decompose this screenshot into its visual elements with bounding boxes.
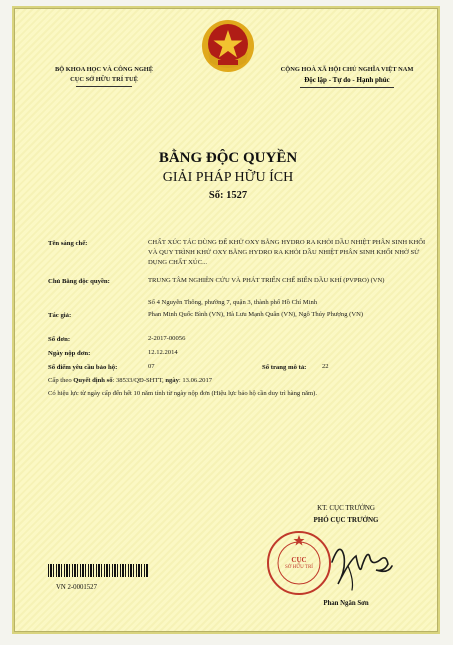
author-label: Tác giả: xyxy=(48,312,72,319)
left-header-underline xyxy=(76,86,132,87)
office-name: CỤC SỞ HỮU TRÍ TUỆ xyxy=(70,76,138,83)
invention-name-value: CHẤT XÚC TÁC DÙNG ĐỂ KHỬ OXY BẰNG HYDRO RA KHỎI DẦU NHIỆT PHÂN SINH KHỐI VÀ QUY TRÌNH KHỬ OXY BẰNG HYDRO RA KHỎI DẦU NHIỆT PHÂN SINH KHỐI NHỜ SỬ DỤNG CHẤT XÚC... xyxy=(148,239,426,266)
owner-label: Chủ Bằng độc quyền: xyxy=(48,278,110,285)
decision-label: Quyết định số xyxy=(73,377,113,384)
signatory-name: Phan Ngân Sơn xyxy=(323,600,369,607)
owner-address: Số 4 Nguyễn Thông, phường 7, quận 3, thành phố Hồ Chí Minh xyxy=(148,299,318,306)
decision-date: : 13.06.2017 xyxy=(178,377,213,384)
certificate-subtitle: GIẢI PHÁP HỮU ÍCH xyxy=(162,170,294,185)
country-name: CỘNG HOÀ XÃ HỘI CHỦ NGHĨA VIỆT NAM xyxy=(280,66,414,73)
handwritten-signature-icon xyxy=(326,536,396,592)
seal-center-text: CỤC xyxy=(291,556,307,564)
national-motto: Độc lập - Tự do - Hạnh phúc xyxy=(304,76,390,84)
application-number-label: Số đơn: xyxy=(48,336,71,343)
national-emblem-icon xyxy=(200,18,256,74)
decision-date-label: ngày xyxy=(165,377,179,384)
barcode-icon xyxy=(48,564,148,577)
decision-prefix: Cấp theo xyxy=(48,377,72,384)
ministry-name: BỘ KHOA HỌC VÀ CÔNG NGHỆ xyxy=(54,66,154,73)
signatory-title-2: PHÓ CỤC TRƯỞNG xyxy=(313,516,379,524)
invention-name-label: Tên sáng chế: xyxy=(48,240,88,247)
decision-number: : 38533/QĐ-SHTT, xyxy=(112,377,164,384)
owner-value: TRUNG TÂM NGHIÊN CỨU VÀ PHÁT TRIỂN CHẾ BIẾN DẦU KHÍ (PVPRO) (VN) xyxy=(148,277,385,284)
application-number-value: 2-2017-00056 xyxy=(148,335,186,342)
description-pages-label: Số trang mô tả: xyxy=(262,364,307,371)
description-pages-value: 22 xyxy=(322,363,329,370)
validity-statement: Có hiệu lực từ ngày cấp đến hết 10 năm tính từ ngày nộp đơn (Hiệu lực bảo hộ cần duy trì hàng năm). xyxy=(48,390,318,397)
decision-line xyxy=(48,376,212,386)
claims-count-label: Số điểm yêu cầu bảo hộ: xyxy=(48,364,118,371)
certificate-number: Số: 1527 xyxy=(208,190,248,201)
seal-sub-text: SỞ HỮU TRÍ xyxy=(285,565,313,570)
right-header-underline xyxy=(300,87,394,88)
certificate-title: BẰNG ĐỘC QUYỀN xyxy=(158,150,298,166)
claims-count-value: 07 xyxy=(148,363,155,370)
application-date-value: 12.12.2014 xyxy=(148,349,178,356)
author-value: Phan Minh Quốc Bình (VN), Hà Lưu Mạnh Quân (VN), Ngô Thúy Phượng (VN) xyxy=(148,311,364,318)
official-seal xyxy=(266,530,332,596)
signatory-title-1: KT. CỤC TRƯỞNG xyxy=(317,504,375,512)
certificate-page xyxy=(12,6,440,634)
application-date-label: Ngày nộp đơn: xyxy=(48,350,91,357)
barcode-caption: VN 2-0001527 xyxy=(56,584,97,591)
